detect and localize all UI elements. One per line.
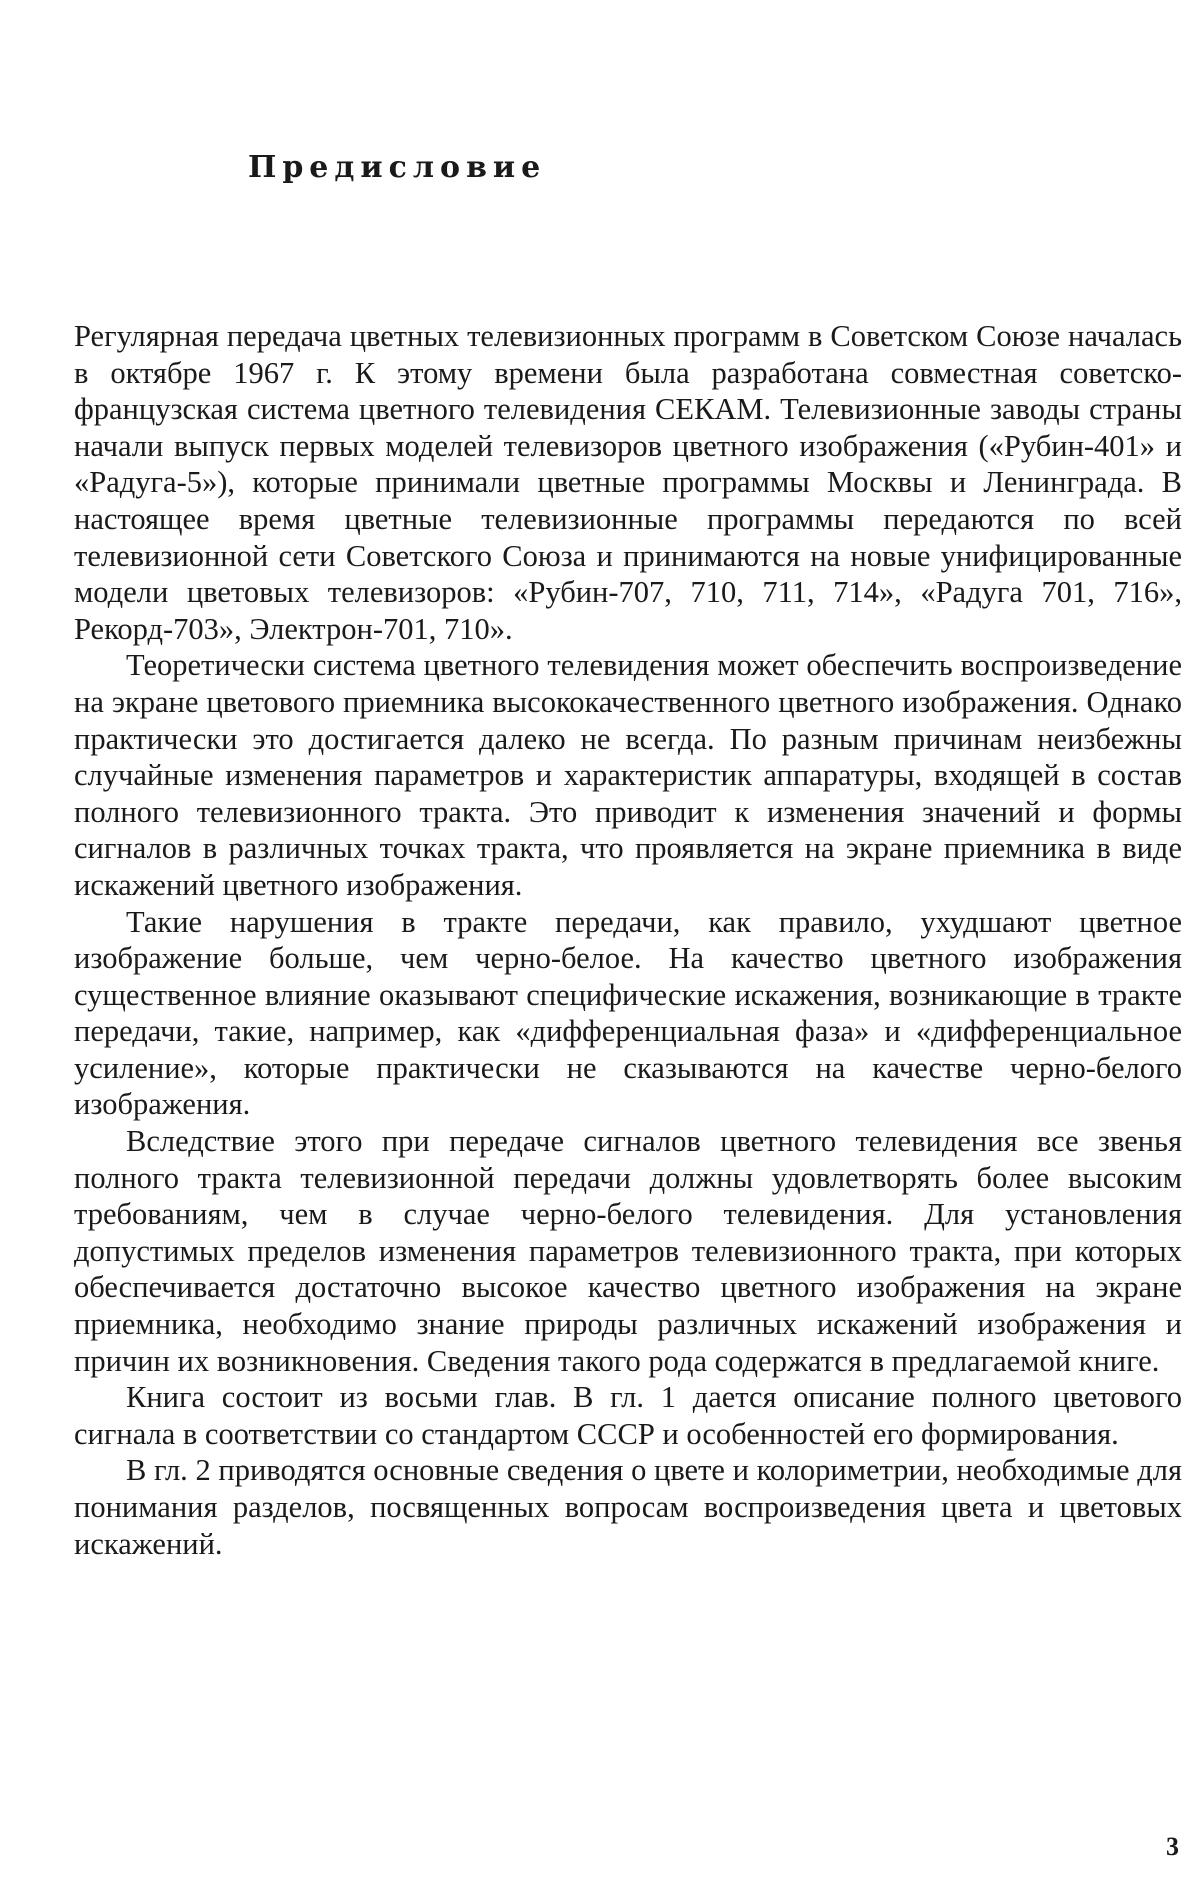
- paragraph: Вследствие этого при передаче сигналов цветного телевидения все звенья полного тракта телевизионной передачи должны удовлетворять более высоким требованиям, чем в случае черно-белого телевидения. Для установления допустимых пределов изменения параметров телевизионного тракта, при которых обеспечивается достаточно высокое качество цветного изображения на экране приемника, необходимо знание природы различных искажений изображения и причин их возникновения. Сведения такого рода содержатся в предлагаемой книге.: [74, 1124, 1182, 1378]
- paragraph: Теоретически система цветного телевидения может обеспечить воспроизведение на экране цветового приемника высококачественного цветного изображения. Однако практически это достигается далеко не всегда. По разным причинам неизбежны случайные изменения параметров и характеристик аппаратуры, входящей в состав полного телевизионного тракта. Это приводит к изменения значений и формы сигналов в различных точках тракта, что проявляется на экране приемника в виде искажений цветного изображения.: [74, 648, 1182, 902]
- paragraph: Книга состоит из восьми глав. В гл. 1 дается описание полного цветового сигнала в соответствии со стандартом СССР и особенностей его формирования.: [74, 1380, 1182, 1451]
- paragraph: Такие нарушения в тракте передачи, как правило, ухудшают цветное изображение больше, чем черно-белое. На качество цветного изображения существенное влияние оказывают специфические искажения, возникающие в тракте передачи, такие, например, как «дифференциальная фаза» и «дифференциальное усиление», которые практически не сказываются на качестве черно-белого изображения.: [74, 904, 1182, 1122]
- paragraph: В гл. 2 приводятся основные сведения о цвете и колориметрии, необходимые для понимания разделов, посвященных вопросам воспроизведения цвета и цветовых искажений.: [74, 1453, 1182, 1561]
- paragraph: Регулярная передача цветных телевизионных программ в Советском Союзе началась в октябре 1967 г. К этому времени была разработана совместная советско-французская система цветного телевидения СЕКАМ. Телевизионные заводы страны начали выпуск первых моделей телевизоров цветного изображения («Рубин-401» и «Радуга-5»), которые принимали цветные программы Москвы и Ленинграда. В настоящее время цветные телевизионные программы передаются по всей телевизионной сети Советского Союза и принимаются на новые унифицированные модели цветовых телевизоров: «Рубин-707, 710, 711, 714», «Радуга 701, 716», Рекорд-703», Электрон-701, 710».: [74, 319, 1182, 646]
- preface-text: [74, 318, 1182, 1562]
- page-number: 3: [1166, 1832, 1179, 1861]
- page-title: Предисловие: [248, 150, 547, 185]
